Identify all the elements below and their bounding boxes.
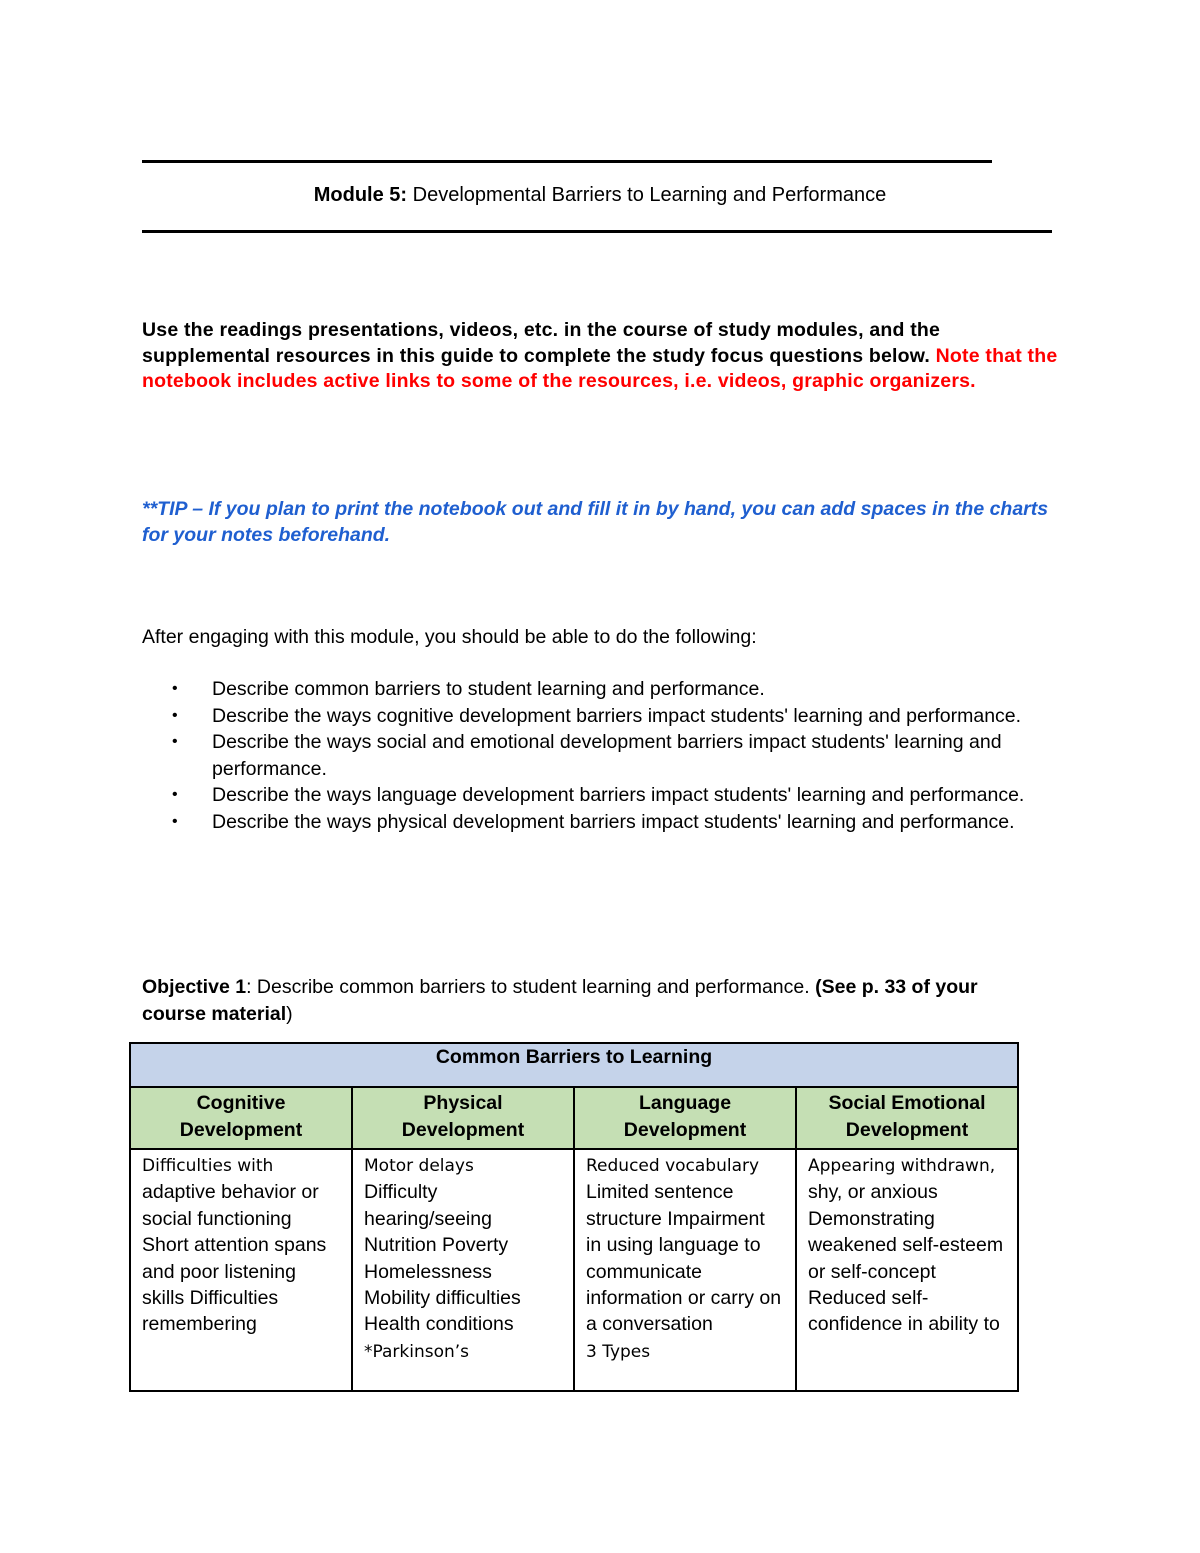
bottom-horizontal-rule [142, 230, 1052, 233]
objectives-intro: After engaging with this module, you should be able to do the following: [142, 626, 757, 648]
table-row [130, 1149, 1018, 1391]
header-line: Development [179, 1119, 303, 1141]
column-header-cognitive [130, 1087, 352, 1149]
list-item [142, 782, 1072, 809]
column-header-social-emotional [796, 1087, 1018, 1149]
intro-note: Note that the notebook includes active links to some of the resources, i.e. videos, graphic organizers. [142, 344, 1058, 392]
objective-1-reference-end: ) [286, 1003, 293, 1025]
objective-1-text: : Describe common barriers to student learning and performance. [246, 976, 816, 998]
objective-1-reference: (See p. 33 of your course material [142, 976, 978, 1025]
cell-first-line: Reduced vocabulary [586, 1156, 760, 1176]
column-header-language [574, 1087, 796, 1149]
column-header-physical [352, 1087, 574, 1149]
header-line: Physical [423, 1092, 503, 1114]
header-line: Development [623, 1119, 747, 1141]
intro-paragraph [142, 318, 1062, 395]
cell-first-line: Difficulties with [142, 1156, 274, 1176]
objective-text: Describe the ways social and emotional development barriers impact students' learning and performance. [212, 731, 1002, 780]
header-line: Development [845, 1119, 969, 1141]
list-item [142, 809, 1072, 836]
objective-1-heading [142, 974, 1042, 1028]
bullet-icon: • [172, 786, 178, 804]
list-item [142, 729, 1072, 782]
barriers-table [129, 1042, 1019, 1392]
cell-last-line: 3 Types [586, 1341, 651, 1362]
header-line: Development [401, 1119, 525, 1141]
header-line: Social Emotional [828, 1092, 986, 1114]
module-title [0, 184, 1200, 207]
objective-1-label: Objective 1 [142, 976, 247, 998]
objective-text: Describe the ways cognitive development barriers impact students' learning and performance. [212, 704, 1022, 727]
tip-paragraph: **TIP – If you plan to print the notebook out and fill it in by hand, you can add spaces in the charts for your notes beforehand. [142, 498, 1049, 546]
module-label: Module 5: [313, 184, 408, 206]
table-header-row [130, 1087, 1018, 1149]
top-horizontal-rule [142, 160, 992, 163]
table-caption: Common Barriers to Learning [130, 1043, 1018, 1087]
objective-text: Describe common barriers to student learning and performance. [212, 678, 765, 700]
cell-social-emotional [796, 1149, 1018, 1391]
cell-last-line: *Parkinson’s [364, 1341, 470, 1362]
objectives-list [142, 676, 1072, 836]
bullet-icon: • [172, 733, 178, 751]
cell-text: Difficulty hearing/seeing Nutrition Poverty Homelessness Mobility difficulties Health conditions [364, 1181, 521, 1336]
cell-first-line: Motor delays [364, 1156, 474, 1176]
bullet-icon: • [172, 706, 178, 724]
list-item [142, 676, 1072, 703]
bullet-icon: • [172, 812, 178, 830]
cell-physical [352, 1149, 574, 1391]
bullet-icon: • [172, 680, 178, 697]
cell-cognitive [130, 1149, 352, 1391]
cell-first-line: Appearing withdrawn, [808, 1156, 996, 1176]
cell-text: shy, or anxious Demonstrating weakened self-esteem or self-concept Reduced self-confidence in ability to [808, 1181, 1004, 1336]
header-line: Cognitive [196, 1092, 286, 1114]
cell-text: adaptive behavior or social functioning Short attention spans and poor listening skills Difficulties remembering [142, 1181, 327, 1336]
header-line: Language [638, 1092, 732, 1114]
cell-text: Limited sentence structure Impairment in using language to communicate information or carry on a conversation [586, 1181, 782, 1336]
list-item [142, 703, 1072, 730]
intro-text: Use the readings presentations, videos, etc. in the course of study modules, and the supplemental resources in this guide to complete the study focus questions below. [142, 319, 941, 367]
table-caption-row [130, 1043, 1018, 1087]
module-title-text: Developmental Barriers to Learning and Performance [407, 184, 887, 206]
objective-text: Describe the ways physical development barriers impact students' learning and performance. [212, 810, 1015, 833]
objective-text: Describe the ways language development barriers impact students' learning and performance. [212, 784, 1025, 807]
cell-language [574, 1149, 796, 1391]
